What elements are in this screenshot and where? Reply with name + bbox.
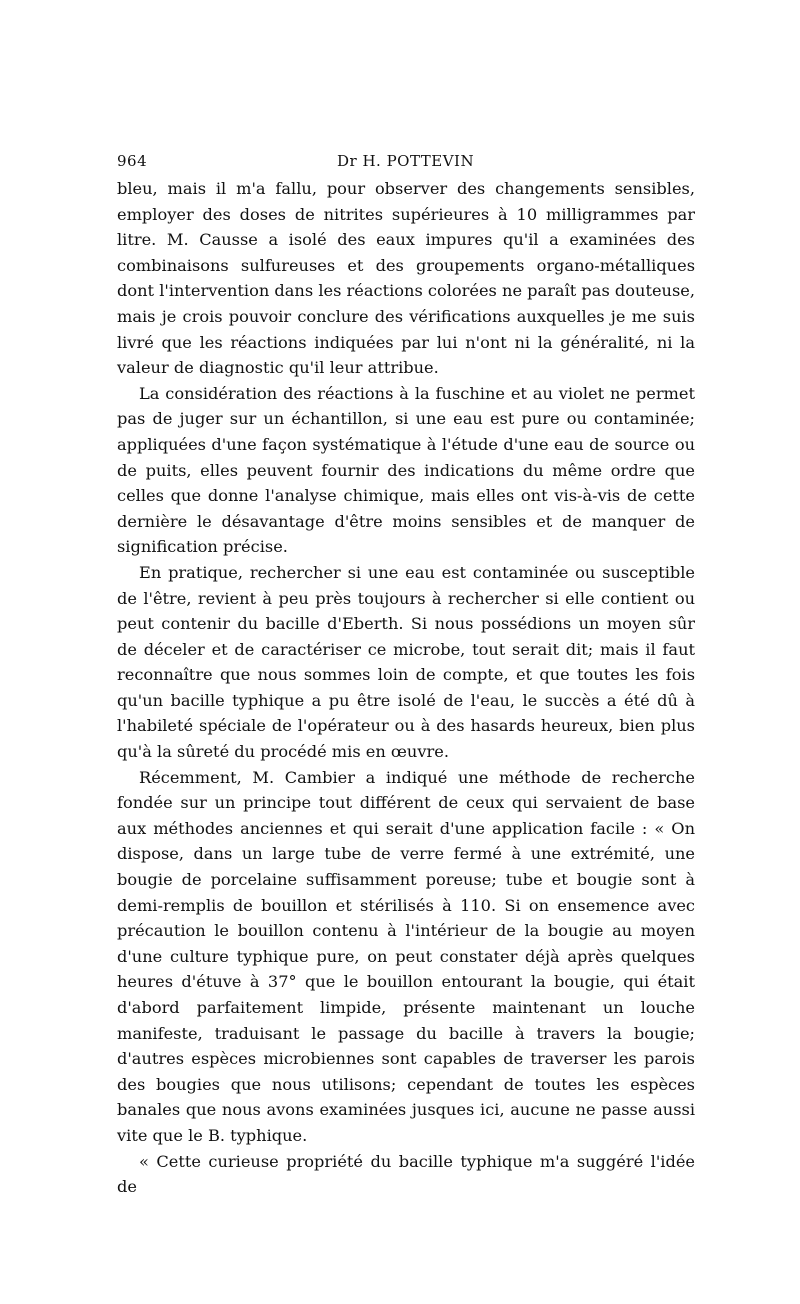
paragraph: En pratique, rechercher si une eau est contaminée ou susceptible de l'être, revient à peu près toujours à rechercher si elle contient ou peut contenir du bacille d'Eberth. Si nous possédions un moyen sûr de déceler et de caractériser ce microbe, tout serait dit; mais il faut reconnaître que nous sommes loin de compte, et que toutes les fois qu'un bacille typhique a pu être isolé de l'eau, le succès a été dû à l'habileté spéciale de l'opérateur ou à des hasards heureux, bien plus qu'à la sûreté du procédé mis en œuvre. — [117, 562, 695, 762]
body-text — [117, 176, 695, 1200]
paragraph-continued: bleu, mais il m'a fallu, pour observer des changements sensibles, employer des doses de nitrites supérieures à 10 milligrammes par litre. M. Causse a isolé des eaux impures qu'il a examinées des combinaisons sulfureuses et des groupements organo-métalliques dont l'intervention dans les réactions colorées ne paraît pas douteuse, mais je crois pouvoir conclure des vérifications auxquelles je me suis livré que les réactions indiquées par lui n'ont ni la généralité, ni la valeur de diagnostic qu'il leur attribue. — [117, 179, 695, 378]
running-head — [117, 150, 695, 176]
running-head-author: Dr H. POTTEVIN — [337, 152, 475, 170]
page-number: 964 — [117, 152, 148, 170]
paragraph: Récemment, M. Cambier a indiqué une méthode de recherche fondée sur un principe tout différent de ceux qui servaient de base aux méthodes anciennes et qui serait d'une application facile : « On dispose, dans un large tube de verre fermé à une extrémité, une bougie de porcelaine suffisamment poreuse; tube et bougie sont à demi-remplis de bouillon et stérilisés à 110. Si on ensemence avec précaution le bouillon contenu à l'intérieur de la bougie au moyen d'une culture typhique pure, on peut constater déjà après quelques heures d'étuve à 37° que le bouillon entourant la bougie, qui était d'abord parfaitement limpide, présente maintenant un louche manifeste, traduisant le passage du bacille à travers la bougie; d'autres espèces microbiennes sont capables de traverser les parois des bougies que nous utilisons; cependant de toutes les espèces banales que nous avons examinées jusques ici, aucune ne passe aussi vite que le B. typhique. — [117, 767, 695, 1145]
book-page — [117, 150, 695, 1200]
paragraph: La considération des réactions à la fuschine et au violet ne permet pas de juger sur un échantillon, si une eau est pure ou contaminée; appliquées d'une façon systématique à l'étude d'une eau de source ou de puits, elles peuvent fournir des indications du même ordre que celles que donne l'analyse chimique, mais elles ont vis-à-vis de cette dernière le désavantage d'être moins sensibles et de manquer de signification précise. — [117, 383, 695, 557]
paragraph: « Cette curieuse propriété du bacille typhique m'a suggéré l'idée de — [117, 1151, 695, 1197]
